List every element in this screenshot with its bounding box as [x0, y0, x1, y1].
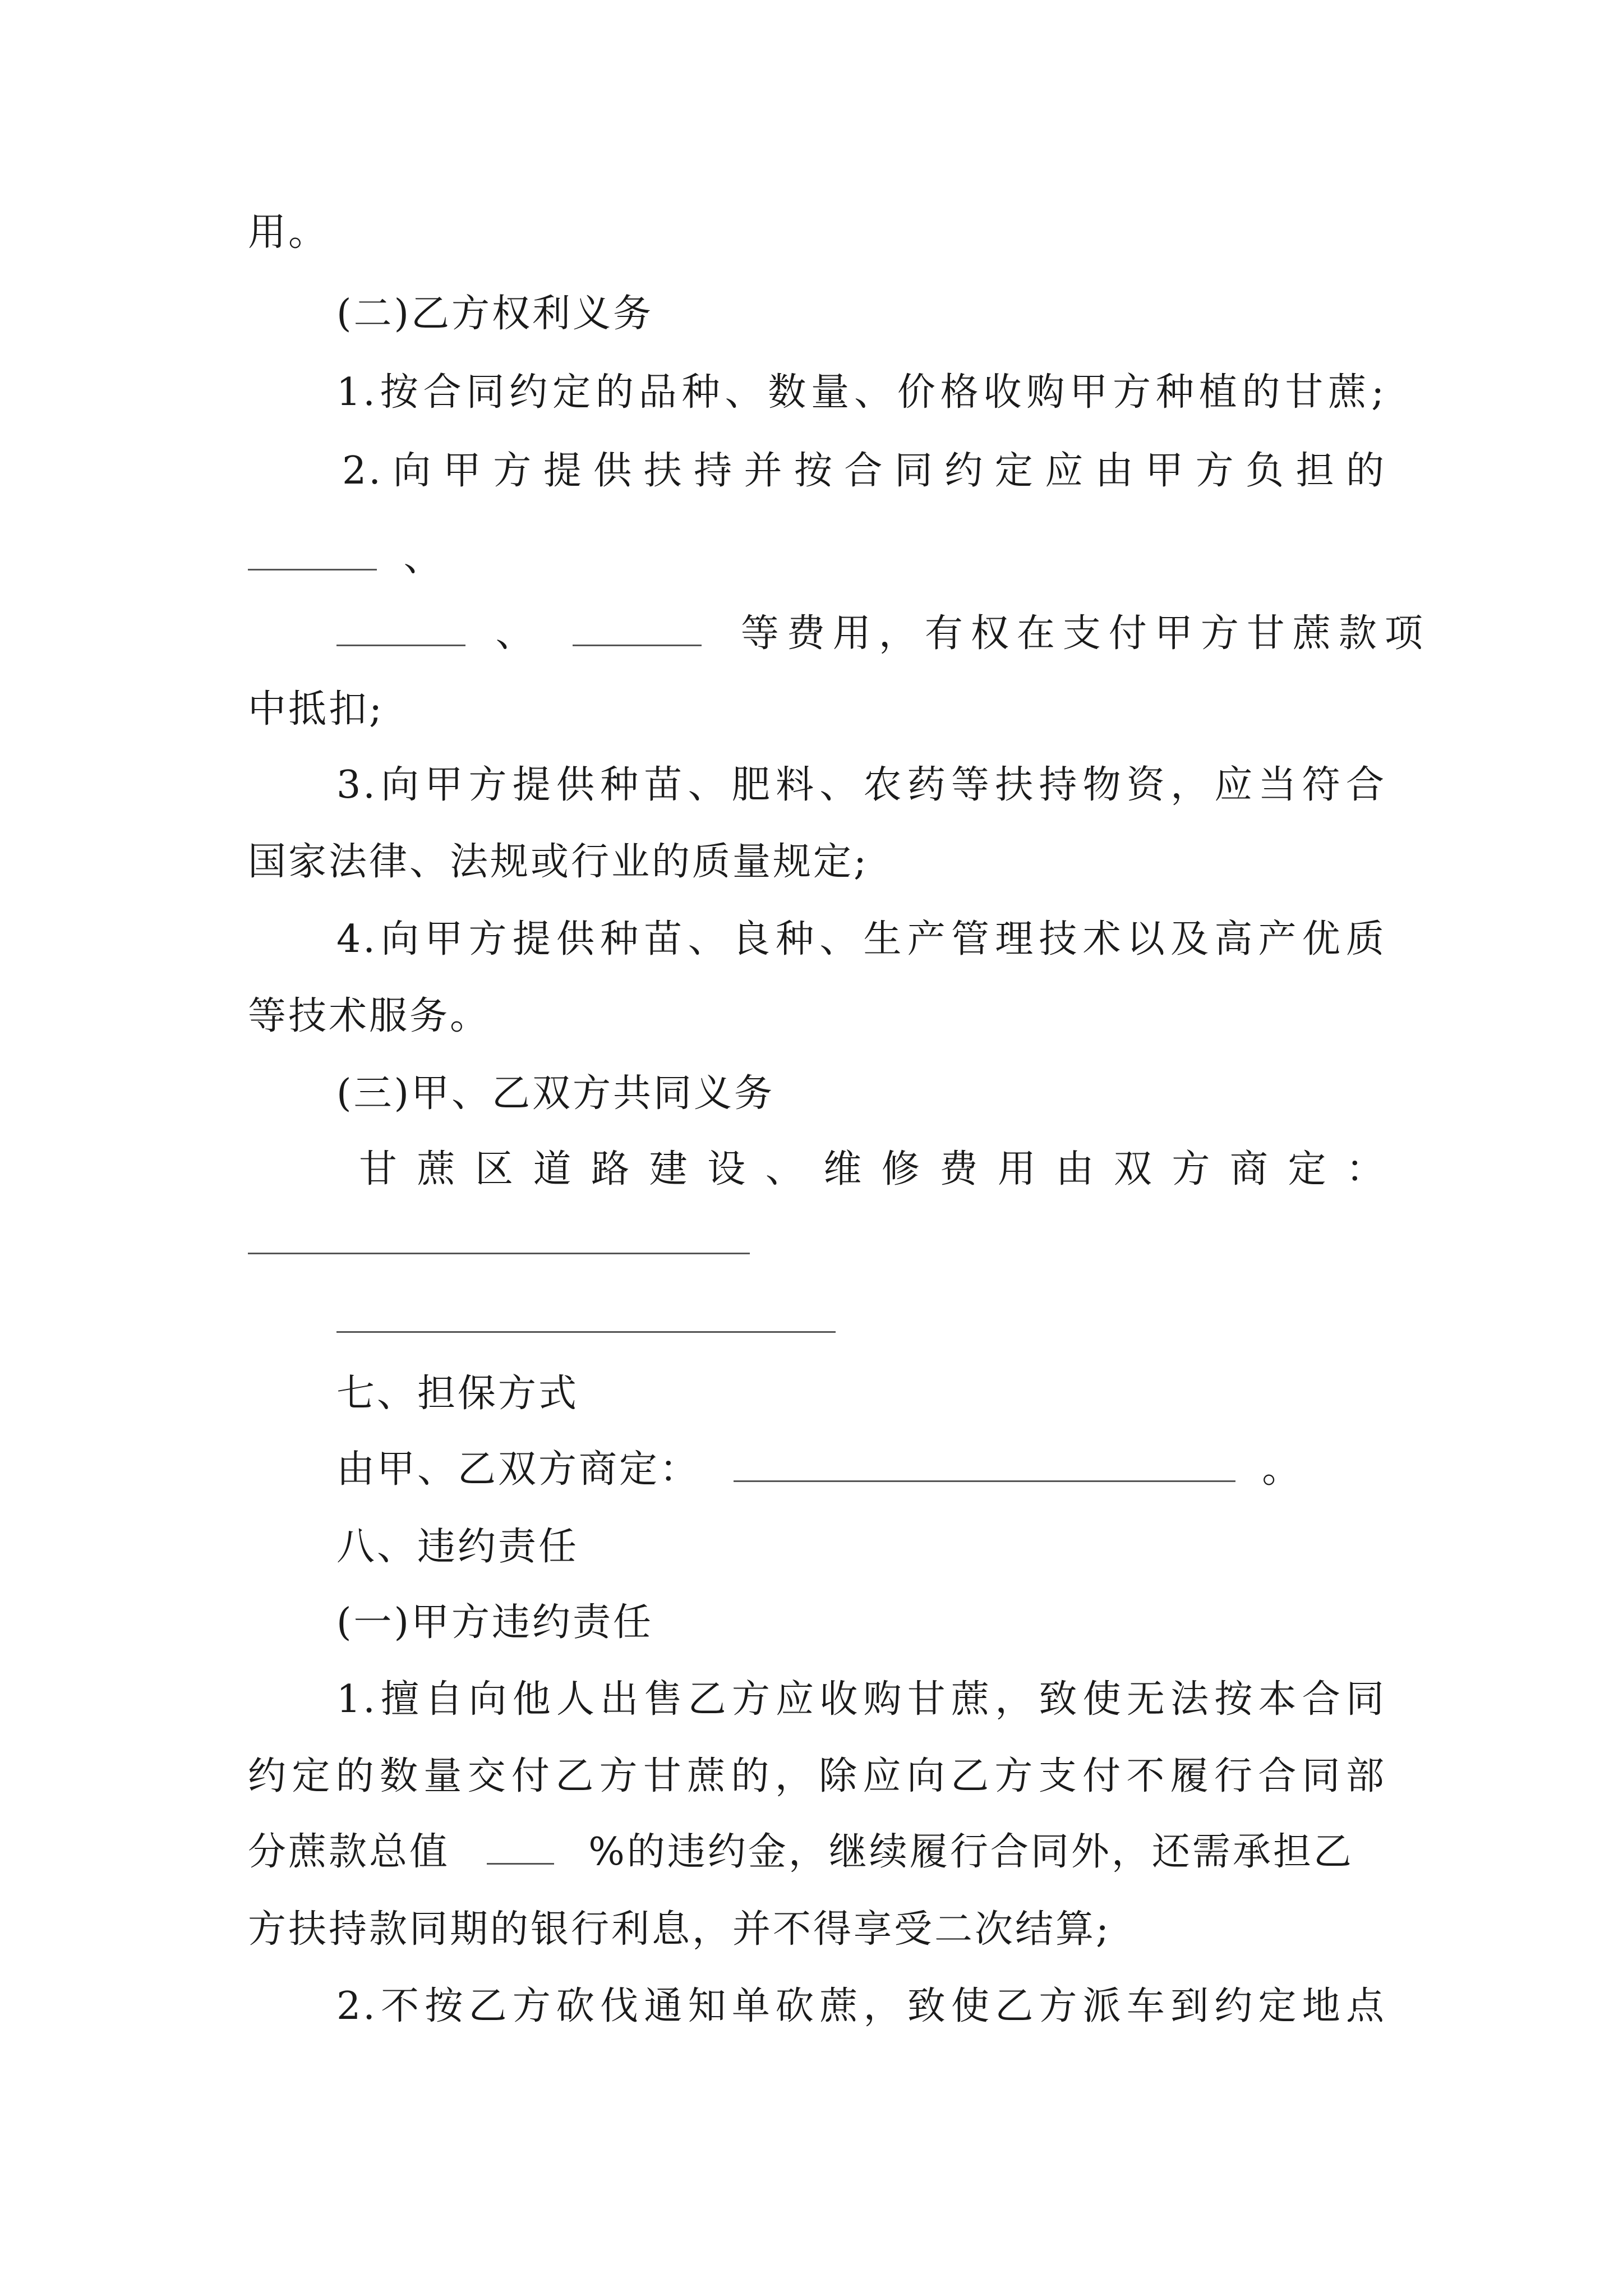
text: (一)甲方违约责任: [336, 1600, 654, 1645]
section-heading: [336, 1069, 1386, 1119]
text-line: [248, 208, 1386, 258]
section-heading: [336, 1598, 1386, 1648]
text: 等费用，有权在支付甲方甘蔗款项: [740, 611, 1431, 656]
text-line: [336, 914, 1386, 965]
blank-field: [248, 1253, 750, 1254]
text-line: [336, 1444, 1386, 1495]
text-line: [336, 609, 1431, 659]
section-heading: [336, 1522, 1386, 1572]
text: 甘蔗区道路建设、维修费用由双方商定：: [359, 1147, 1386, 1191]
text: 中抵扣;: [248, 687, 384, 731]
text: 用。: [248, 210, 329, 255]
text: 1.按合同约定的品种、数量、价格收购甲方种植的甘蔗;: [336, 370, 1386, 415]
blank-field: [487, 1828, 554, 1865]
blank-field: [734, 1446, 1235, 1482]
text: 约定的数量交付乙方甘蔗的，除应向乙方支付不履行合同部: [248, 1754, 1386, 1798]
text-line: [336, 1674, 1386, 1725]
text: 。: [1262, 1447, 1303, 1492]
text-line: [248, 1827, 1386, 1878]
text-line: [336, 367, 1386, 418]
text-line: [336, 1981, 1386, 2032]
text: (三)甲、乙双方共同义务: [336, 1071, 775, 1116]
text-line: [248, 1751, 1386, 1802]
text: 八、违约责任: [336, 1525, 579, 1569]
text: 国家法律、法规或行业的质量规定;: [248, 840, 869, 884]
text-line: [248, 533, 1386, 583]
text: 七、担保方式: [336, 1372, 579, 1416]
text-line: [248, 991, 1386, 1042]
text: 1.擅自向他人出售乙方应收购甘蔗，致使无法按本合同: [336, 1677, 1386, 1722]
text: %的违约金，继续履行合同外，还需承担乙: [588, 1830, 1354, 1874]
text-line: [248, 837, 1386, 887]
text: 4.向甲方提供种苗、良种、生产管理技术以及高产优质: [336, 917, 1386, 961]
section-heading: [336, 289, 1386, 339]
text-line: [359, 1144, 1386, 1195]
text-line: [248, 1904, 1386, 1955]
text: 、: [403, 536, 444, 580]
text: 3.向甲方提供种苗、肥料、农药等扶持物资，应当符合: [336, 763, 1386, 807]
text: 分蔗款总值: [248, 1830, 450, 1874]
text: 2.不按乙方砍伐通知单砍蔗，致使乙方派车到约定地点: [336, 1984, 1386, 2028]
section-heading: [336, 1369, 1386, 1419]
text: 等技术服务。: [248, 994, 491, 1038]
text: 、: [495, 611, 536, 656]
blank-field: [336, 1331, 836, 1333]
text-line: [248, 684, 1386, 735]
blank-field: [573, 610, 702, 646]
text: 由甲、乙双方商定：: [336, 1447, 700, 1492]
text: (二)乙方权利义务: [336, 292, 654, 336]
text-line: [342, 446, 1386, 496]
text: 2.向甲方提供扶持并按合同约定应由甲方负担的: [342, 449, 1386, 493]
blank-field: [336, 610, 465, 646]
blank-field: [248, 534, 377, 570]
text-line: [336, 760, 1386, 811]
text: 方扶持款同期的银行利息，并不得享受二次结算;: [248, 1907, 1111, 1952]
